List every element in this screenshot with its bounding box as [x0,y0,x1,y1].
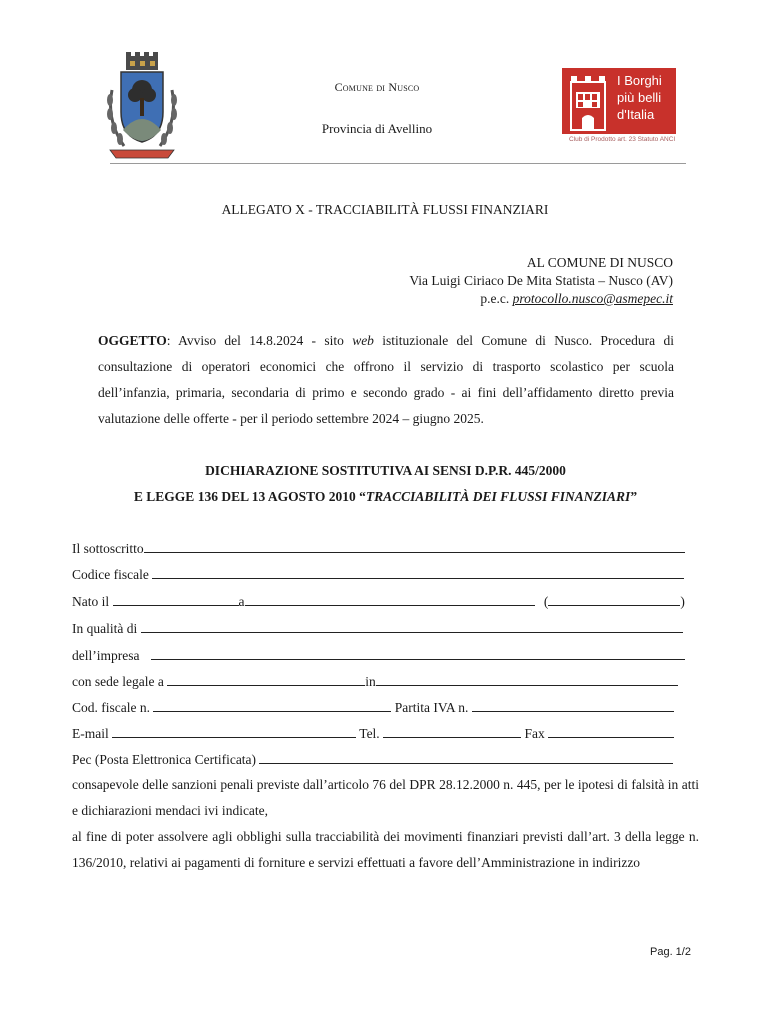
form-sottoscritto [72,541,699,557]
consapevole-paragraph: consapevole delle sanzioni penali previste dall’articolo 76 del DPR 28.12.2000 n. 445, per le ipotesi di falsità in atti e dichiarazioni mendaci ivi indicate, [72,777,699,818]
form-contatti [72,726,699,742]
sottoscritto-field[interactable] [144,541,685,553]
pec-label: p.e.c. [480,291,510,306]
recipient-block [380,254,673,308]
dichiarazione-line-2a: E LEGGE 136 DEL 13 AGOSTO 2010 “ [133,489,366,504]
cod-fiscale-label: Cod. fiscale n. [72,700,150,715]
comune-name: Comune di Nusco [334,80,420,94]
recipient-pec [380,290,673,308]
page-number: Pag. 1/2 [650,946,691,958]
borghi-line-1: I Borghi [617,73,662,88]
oggetto-text-a: : Avviso del 14.8.2024 - sito [166,333,353,348]
provincia-name: Provincia di Avellino [321,121,433,136]
document-title: ALLEGATO X - TRACCIABILITÀ FLUSSI FINANZIARI [221,202,549,217]
form-sede-legale [72,674,699,690]
nato-il-field[interactable] [113,594,239,606]
oggetto-text-web: web [352,333,374,348]
form-in-qualita [72,621,699,637]
pec-field[interactable] [259,752,673,764]
borghi-subtitle: Club di Prodotto art. 23 Statuto ANCI [569,136,676,143]
pec-field-label: Pec (Posta Elettronica Certificata) [72,752,257,767]
sottoscritto-label: Il sottoscritto [72,541,144,556]
al-fine-paragraph: al fine di poter assolvere agli obblighi sulla tracciabilità dei movimenti finanziari previsti dall’art. 3 della legge n. 136/2010, relativi ai pagamenti di forniture e servizi effettuati a favore dell’Amministrazione in indirizzo [72,829,699,870]
comune-coat-of-arms [104,50,180,162]
form-nato [72,594,699,610]
codice-fiscale-label: Codice fiscale [72,567,149,582]
form-pec [72,752,699,768]
oggetto-text-b: istituzionale del Comune di Nusco. Procedura di consultazione di operatori economici che offrono il servizio di trasporto scolastico per scuola dell’infanzia, primaria, secondaria di primo e secondo grado - ai fini dell’affidamento diretto previa valutazione delle offerte - per il periodo settembre 2024 – giugno 2025. [98,333,674,426]
provincia-paren-open: ( [543,594,549,609]
dichiarazione-line-2c: ” [630,489,638,504]
provincia-nascita-field[interactable] [548,594,680,606]
email-field[interactable] [112,726,356,738]
nato-il-label: Nato il [72,594,110,609]
nato-a-field[interactable] [245,594,535,606]
tel-field[interactable] [383,726,521,738]
in-qualita-field[interactable] [141,621,683,633]
email-label: E-mail [72,726,109,741]
sede-legale-field[interactable] [167,674,365,686]
fax-field[interactable] [548,726,674,738]
recipient-line-1: AL COMUNE DI NUSCO [526,255,673,270]
oggetto-paragraph [98,328,674,432]
sede-indirizzo-field[interactable] [376,674,678,686]
borghi-line-2: più belli [617,90,662,105]
form-codice-fiscale [72,567,699,583]
sede-legale-label: con sede legale a [72,674,164,689]
partita-iva-label: Partita IVA n. [394,700,469,715]
cod-fiscale-field[interactable] [153,700,391,712]
borghi-line-3: d'Italia [617,107,655,122]
partita-iva-field[interactable] [472,700,674,712]
nato-a-label: a [238,594,245,609]
borghi-tower-icon [567,72,609,132]
dichiarazione-line-1: DICHIARAZIONE SOSTITUTIVA AI SENSI D.P.R. 445/2000 [205,463,566,478]
impresa-label: dell’impresa [72,648,140,663]
pec-email-link[interactable]: protocollo.nusco@asmepec.it [512,291,673,306]
recipient-line-2: Via Luigi Ciriaco De Mita Statista – Nusco (AV) [409,273,673,288]
dichiarazione-line-2b: TRACCIABILITÀ DEI FLUSSI FINANZIARI [365,489,631,504]
form-cod-fiscale [72,700,699,716]
dichiarazione-line-2 [72,489,699,505]
in-qualita-label: In qualità di [72,621,138,636]
provincia-paren-close: ) [680,594,685,609]
oggetto-label: OGGETTO [98,333,167,348]
header-divider [110,163,686,164]
codice-fiscale-field[interactable] [152,567,684,579]
tel-label: Tel. [359,726,380,741]
form-impresa [72,648,699,664]
impresa-field[interactable] [151,648,685,660]
fax-label: Fax [524,726,545,741]
sede-in-label: in [365,674,376,689]
